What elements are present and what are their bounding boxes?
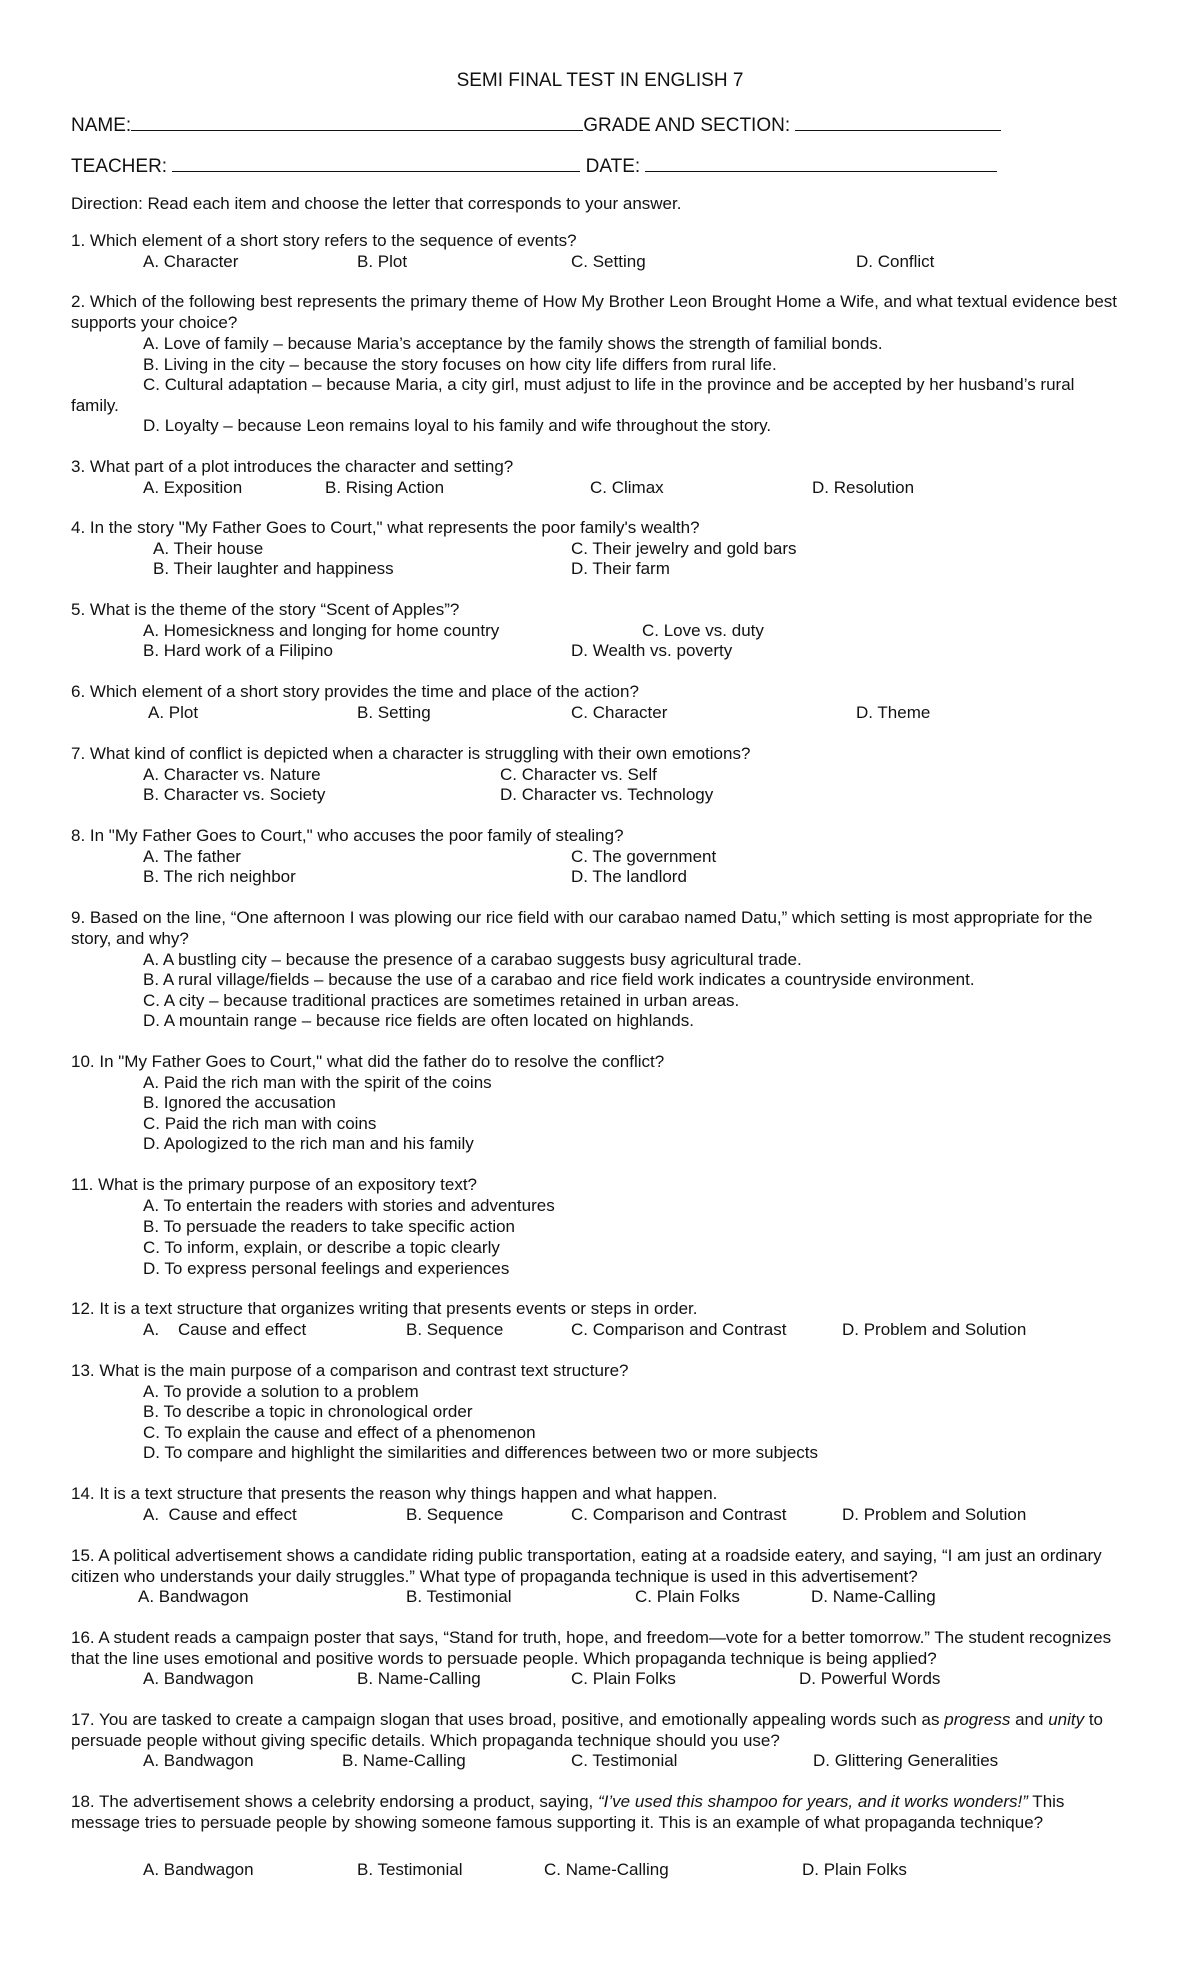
q2-option-c-continued: family. xyxy=(71,396,119,415)
q4-option-d[interactable]: D. Their farm xyxy=(571,559,670,578)
q7-option-c[interactable]: C. Character vs. Self xyxy=(500,765,657,784)
q7-option-a[interactable]: A. Character vs. Nature xyxy=(143,765,321,784)
q17-option-b[interactable]: B. Name-Calling xyxy=(342,1751,466,1770)
question-18 xyxy=(71,1792,1131,1833)
q1-option-c[interactable]: C. Setting xyxy=(571,252,646,271)
grade-section-label: GRADE AND SECTION: xyxy=(583,115,791,136)
q18-option-a[interactable]: A. Bandwagon xyxy=(143,1860,254,1879)
q10-option-d[interactable]: D. Apologized to the rich man and his family xyxy=(143,1134,474,1153)
q8-option-d[interactable]: D. The landlord xyxy=(571,867,687,886)
grade-section-blank[interactable] xyxy=(795,112,1001,131)
q8-option-c[interactable]: C. The government xyxy=(571,847,717,866)
question-13: 13. What is the main purpose of a comparison and contrast text structure? xyxy=(71,1361,629,1380)
q4-option-b[interactable]: B. Their laughter and happiness xyxy=(153,559,394,578)
q9-option-d[interactable]: D. A mountain range – because rice fields are often located on highlands. xyxy=(143,1011,694,1030)
q7-option-d[interactable]: D. Character vs. Technology xyxy=(500,785,714,804)
q10-option-a[interactable]: A. Paid the rich man with the spirit of the coins xyxy=(143,1073,492,1092)
q8-option-b[interactable]: B. The rich neighbor xyxy=(143,867,296,886)
q3-option-a[interactable]: A. Exposition xyxy=(143,478,243,497)
q16-option-b[interactable]: B. Name-Calling xyxy=(357,1669,481,1688)
q2-option-d[interactable]: D. Loyalty – because Leon remains loyal to his family and wife throughout the story. xyxy=(143,416,772,435)
q9-option-c[interactable]: C. A city – because traditional practices are sometimes retained in urban areas. xyxy=(143,991,740,1010)
q17-option-d[interactable]: D. Glittering Generalities xyxy=(813,1751,999,1770)
teacher-line xyxy=(71,153,997,178)
q1-option-b[interactable]: B. Plot xyxy=(357,252,408,271)
q14-option-c[interactable]: C. Comparison and Contrast xyxy=(571,1505,787,1524)
q11-option-c[interactable]: C. To inform, explain, or describe a topic clearly xyxy=(143,1238,500,1257)
q13-option-d[interactable]: D. To compare and highlight the similarities and differences between two or more subjects xyxy=(143,1443,819,1462)
q14-option-d[interactable]: D. Problem and Solution xyxy=(842,1505,1027,1524)
q14-option-a[interactable]: A. Cause and effect xyxy=(143,1505,297,1524)
q18-quote: “I’ve used this shampoo for years, and it works wonders!” xyxy=(597,1792,1028,1811)
teacher-blank[interactable] xyxy=(172,153,580,172)
question-7: 7. What kind of conflict is depicted when a character is struggling with their own emotions? xyxy=(71,744,751,763)
question-11: 11. What is the primary purpose of an expository text? xyxy=(71,1175,477,1194)
q12-option-d[interactable]: D. Problem and Solution xyxy=(842,1320,1027,1339)
name-blank[interactable] xyxy=(131,112,583,131)
q3-option-d[interactable]: D. Resolution xyxy=(812,478,915,497)
question-2: 2. Which of the following best represents the primary theme of How My Brother Leon Brought Home a Wife, and what textual evidence best supports your choice? xyxy=(71,292,1118,332)
test-title: SEMI FINAL TEST IN ENGLISH 7 xyxy=(456,70,744,91)
q5-option-d[interactable]: D. Wealth vs. poverty xyxy=(571,641,733,660)
q18-option-b[interactable]: B. Testimonial xyxy=(357,1860,463,1879)
question-16: 16. A student reads a campaign poster that says, “Stand for truth, hope, and freedom—vote for a better tomorrow.” The student recognizes that the line uses emotional and positive words to persuade people. Which propaganda technique is being applied? xyxy=(71,1628,1112,1668)
question-17 xyxy=(71,1710,1131,1751)
q4-option-c[interactable]: C. Their jewelry and gold bars xyxy=(571,539,797,558)
q13-option-c[interactable]: C. To explain the cause and effect of a phenomenon xyxy=(143,1423,536,1442)
q18-option-d[interactable]: D. Plain Folks xyxy=(802,1860,907,1879)
q6-option-c[interactable]: C. Character xyxy=(571,703,668,722)
q8-option-a[interactable]: A. The father xyxy=(143,847,241,866)
q9-option-b[interactable]: B. A rural village/fields – because the use of a carabao and rice field work indicates a countryside environment. xyxy=(143,970,975,989)
question-3: 3. What part of a plot introduces the character and setting? xyxy=(71,457,514,476)
q17-stem-start: 17. You are tasked to create a campaign slogan that uses broad, positive, and emotionally appealing words such as xyxy=(71,1710,945,1729)
question-8: 8. In "My Father Goes to Court," who accuses the poor family of stealing? xyxy=(71,826,624,845)
name-label: NAME: xyxy=(71,115,132,136)
q4-option-a[interactable]: A. Their house xyxy=(153,539,264,558)
question-14: 14. It is a text structure that presents the reason why things happen and what happen. xyxy=(71,1484,718,1503)
question-15: 15. A political advertisement shows a candidate riding public transportation, eating at a roadside eatery, and saying, “I am just an ordinary citizen who understands your daily struggles.” What type of propaganda technique is used in this advertisement? xyxy=(71,1546,1102,1586)
q16-option-d[interactable]: D. Powerful Words xyxy=(799,1669,941,1688)
teacher-label: TEACHER: xyxy=(71,156,168,177)
q2-option-a[interactable]: A. Love of family – because Maria’s acceptance by the family shows the strength of familial bonds. xyxy=(143,334,883,353)
q1-option-d[interactable]: D. Conflict xyxy=(856,252,935,271)
q15-option-b[interactable]: B. Testimonial xyxy=(406,1587,512,1606)
q6-option-d[interactable]: D. Theme xyxy=(856,703,931,722)
q17-word-progress: progress xyxy=(944,1710,1011,1729)
q6-option-b[interactable]: B. Setting xyxy=(357,703,431,722)
question-1: 1. Which element of a short story refers to the sequence of events? xyxy=(71,231,577,250)
q10-option-c[interactable]: C. Paid the rich man with coins xyxy=(143,1114,377,1133)
question-6: 6. Which element of a short story provides the time and place of the action? xyxy=(71,682,639,701)
q5-option-b[interactable]: B. Hard work of a Filipino xyxy=(143,641,333,660)
q16-option-a[interactable]: A. Bandwagon xyxy=(143,1669,254,1688)
date-blank[interactable] xyxy=(645,153,997,172)
q11-option-b[interactable]: B. To persuade the readers to take specific action xyxy=(143,1217,516,1236)
q15-option-a[interactable]: A. Bandwagon xyxy=(138,1587,249,1606)
q16-option-c[interactable]: C. Plain Folks xyxy=(571,1669,676,1688)
q12-option-a[interactable]: A. Cause and effect xyxy=(143,1320,307,1339)
q17-option-a[interactable]: A. Bandwagon xyxy=(143,1751,254,1770)
q14-option-b[interactable]: B. Sequence xyxy=(406,1505,504,1524)
question-12: 12. It is a text structure that organizes writing that presents events or steps in order. xyxy=(71,1299,698,1318)
q11-option-a[interactable]: A. To entertain the readers with stories and adventures xyxy=(143,1196,555,1215)
q13-option-b[interactable]: B. To describe a topic in chronological order xyxy=(143,1402,473,1421)
q18-option-c[interactable]: C. Name-Calling xyxy=(544,1860,669,1879)
direction-text: Direction: Read each item and choose the letter that corresponds to your answer. xyxy=(71,194,682,213)
q11-option-d[interactable]: D. To express personal feelings and experiences xyxy=(143,1259,510,1278)
question-5: 5. What is the theme of the story “Scent of Apples”? xyxy=(71,600,460,619)
name-line xyxy=(71,112,1001,137)
q1-option-a[interactable]: A. Character xyxy=(143,252,239,271)
q3-option-b[interactable]: B. Rising Action xyxy=(325,478,445,497)
q17-option-c[interactable]: C. Testimonial xyxy=(571,1751,678,1770)
q5-option-a[interactable]: A. Homesickness and longing for home country xyxy=(143,621,500,640)
q6-option-a[interactable]: A. Plot xyxy=(148,703,199,722)
q18-stem-end: This message tries to persuade people by showing someone famous supporting it. This is an example of what propaganda technique? xyxy=(71,1792,1065,1832)
q10-option-b[interactable]: B. Ignored the accusation xyxy=(143,1093,336,1112)
q9-option-a[interactable]: A. A bustling city – because the presence of a carabao suggests busy agricultural trade. xyxy=(143,950,802,969)
q13-option-a[interactable]: A. To provide a solution to a problem xyxy=(143,1382,419,1401)
q12-option-c[interactable]: C. Comparison and Contrast xyxy=(571,1320,787,1339)
q15-option-d[interactable]: D. Name-Calling xyxy=(811,1587,936,1606)
date-label: DATE: xyxy=(585,156,641,177)
q18-stem-start: 18. The advertisement shows a celebrity endorsing a product, saying, xyxy=(71,1792,598,1811)
q12-option-b[interactable]: B. Sequence xyxy=(406,1320,504,1339)
q5-option-c[interactable]: C. Love vs. duty xyxy=(642,621,764,640)
q3-option-c[interactable]: C. Climax xyxy=(590,478,664,497)
q15-option-c[interactable]: C. Plain Folks xyxy=(635,1587,740,1606)
q7-option-b[interactable]: B. Character vs. Society xyxy=(143,785,326,804)
question-10: 10. In "My Father Goes to Court," what did the father do to resolve the conflict? xyxy=(71,1052,665,1071)
question-4: 4. In the story "My Father Goes to Court," what represents the poor family's wealth? xyxy=(71,518,700,537)
q2-option-c[interactable]: C. Cultural adaptation – because Maria, a city girl, must adjust to life in the province and be accepted by her husband’s rural xyxy=(143,375,1075,394)
q17-stem-and: and xyxy=(1010,1710,1049,1729)
q17-word-unity: unity xyxy=(1048,1710,1085,1729)
question-9: 9. Based on the line, “One afternoon I was plowing our rice field with our carabao named Datu,” which setting is most appropriate for the story, and why? xyxy=(71,908,1093,948)
q17-stem-end: to persuade people without giving specific details. Which propaganda technique should you use? xyxy=(71,1710,1104,1750)
q2-option-b[interactable]: B. Living in the city – because the story focuses on how city life differs from rural life. xyxy=(143,355,777,374)
